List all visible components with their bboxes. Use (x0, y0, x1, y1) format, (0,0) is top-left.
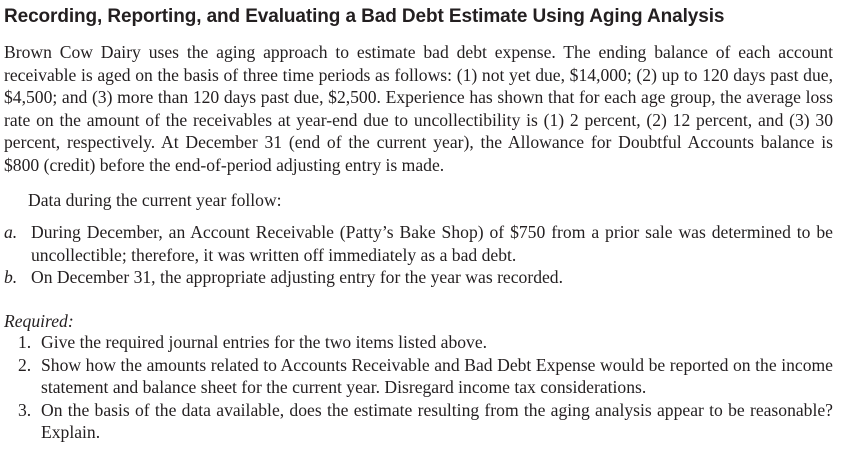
requirement-text: On the basis of the data available, does the estimate resulting from the aging analysis appear to be reasonable? Explain. (41, 399, 833, 443)
problem-title: Recording, Reporting, and Evaluating a Bad Debt Estimate Using Aging Analysis (4, 6, 725, 27)
item-letter: a. (4, 222, 18, 242)
item-letter: b. (4, 267, 18, 288)
requirement-text: Show how the amounts related to Accounts Receivable and Bad Debt Expense would be reported on the income statement and balance sheet for the current year. Disregard income tax considerations. (41, 354, 833, 398)
requirements-list (18, 331, 833, 444)
requirement-3 (18, 399, 833, 444)
requirement-number: 2. (18, 354, 32, 375)
intro-paragraph: Brown Cow Dairy uses the aging approach to estimate bad debt expense. The ending balance of each account receivable is aged on the basis of three time periods as follows: (1) not yet due, $14,000; (2) up to 120 days past due, $4,500; and (3) more than 120 days past due, $2,500. Experience has shown that for each age group, the average loss rate on the amount of the receivables at year-end due to uncollectibility is (1) 2 percent, (2) 12 percent, and (3) 30 percent, respectively. At December 31 (end of the current year), the Allowance for Doubtful Accounts balance is $800 (credit) before the end-of-period adjusting entry is made. (4, 42, 833, 175)
item-text: On December 31, the appropriate adjusting entry for the year was recorded. (31, 267, 563, 288)
data-item-a (4, 221, 833, 266)
requirement-number: 3. (18, 399, 32, 420)
data-items-list (4, 221, 833, 289)
data-item-b (4, 266, 833, 289)
required-heading: Required: (4, 311, 74, 331)
requirement-2 (18, 354, 833, 399)
data-lead-text: Data during the current year follow: (28, 190, 282, 210)
requirement-number: 1. (18, 332, 32, 352)
item-text: During December, an Account Receivable (Patty’s Bake Shop) of $750 from a prior sale was determined to be uncollectible; therefore, it was written off immediately as a bad debt. (31, 222, 833, 265)
requirement-1 (18, 331, 833, 354)
requirement-text: Give the required journal entries for the two items listed above. (41, 332, 488, 352)
